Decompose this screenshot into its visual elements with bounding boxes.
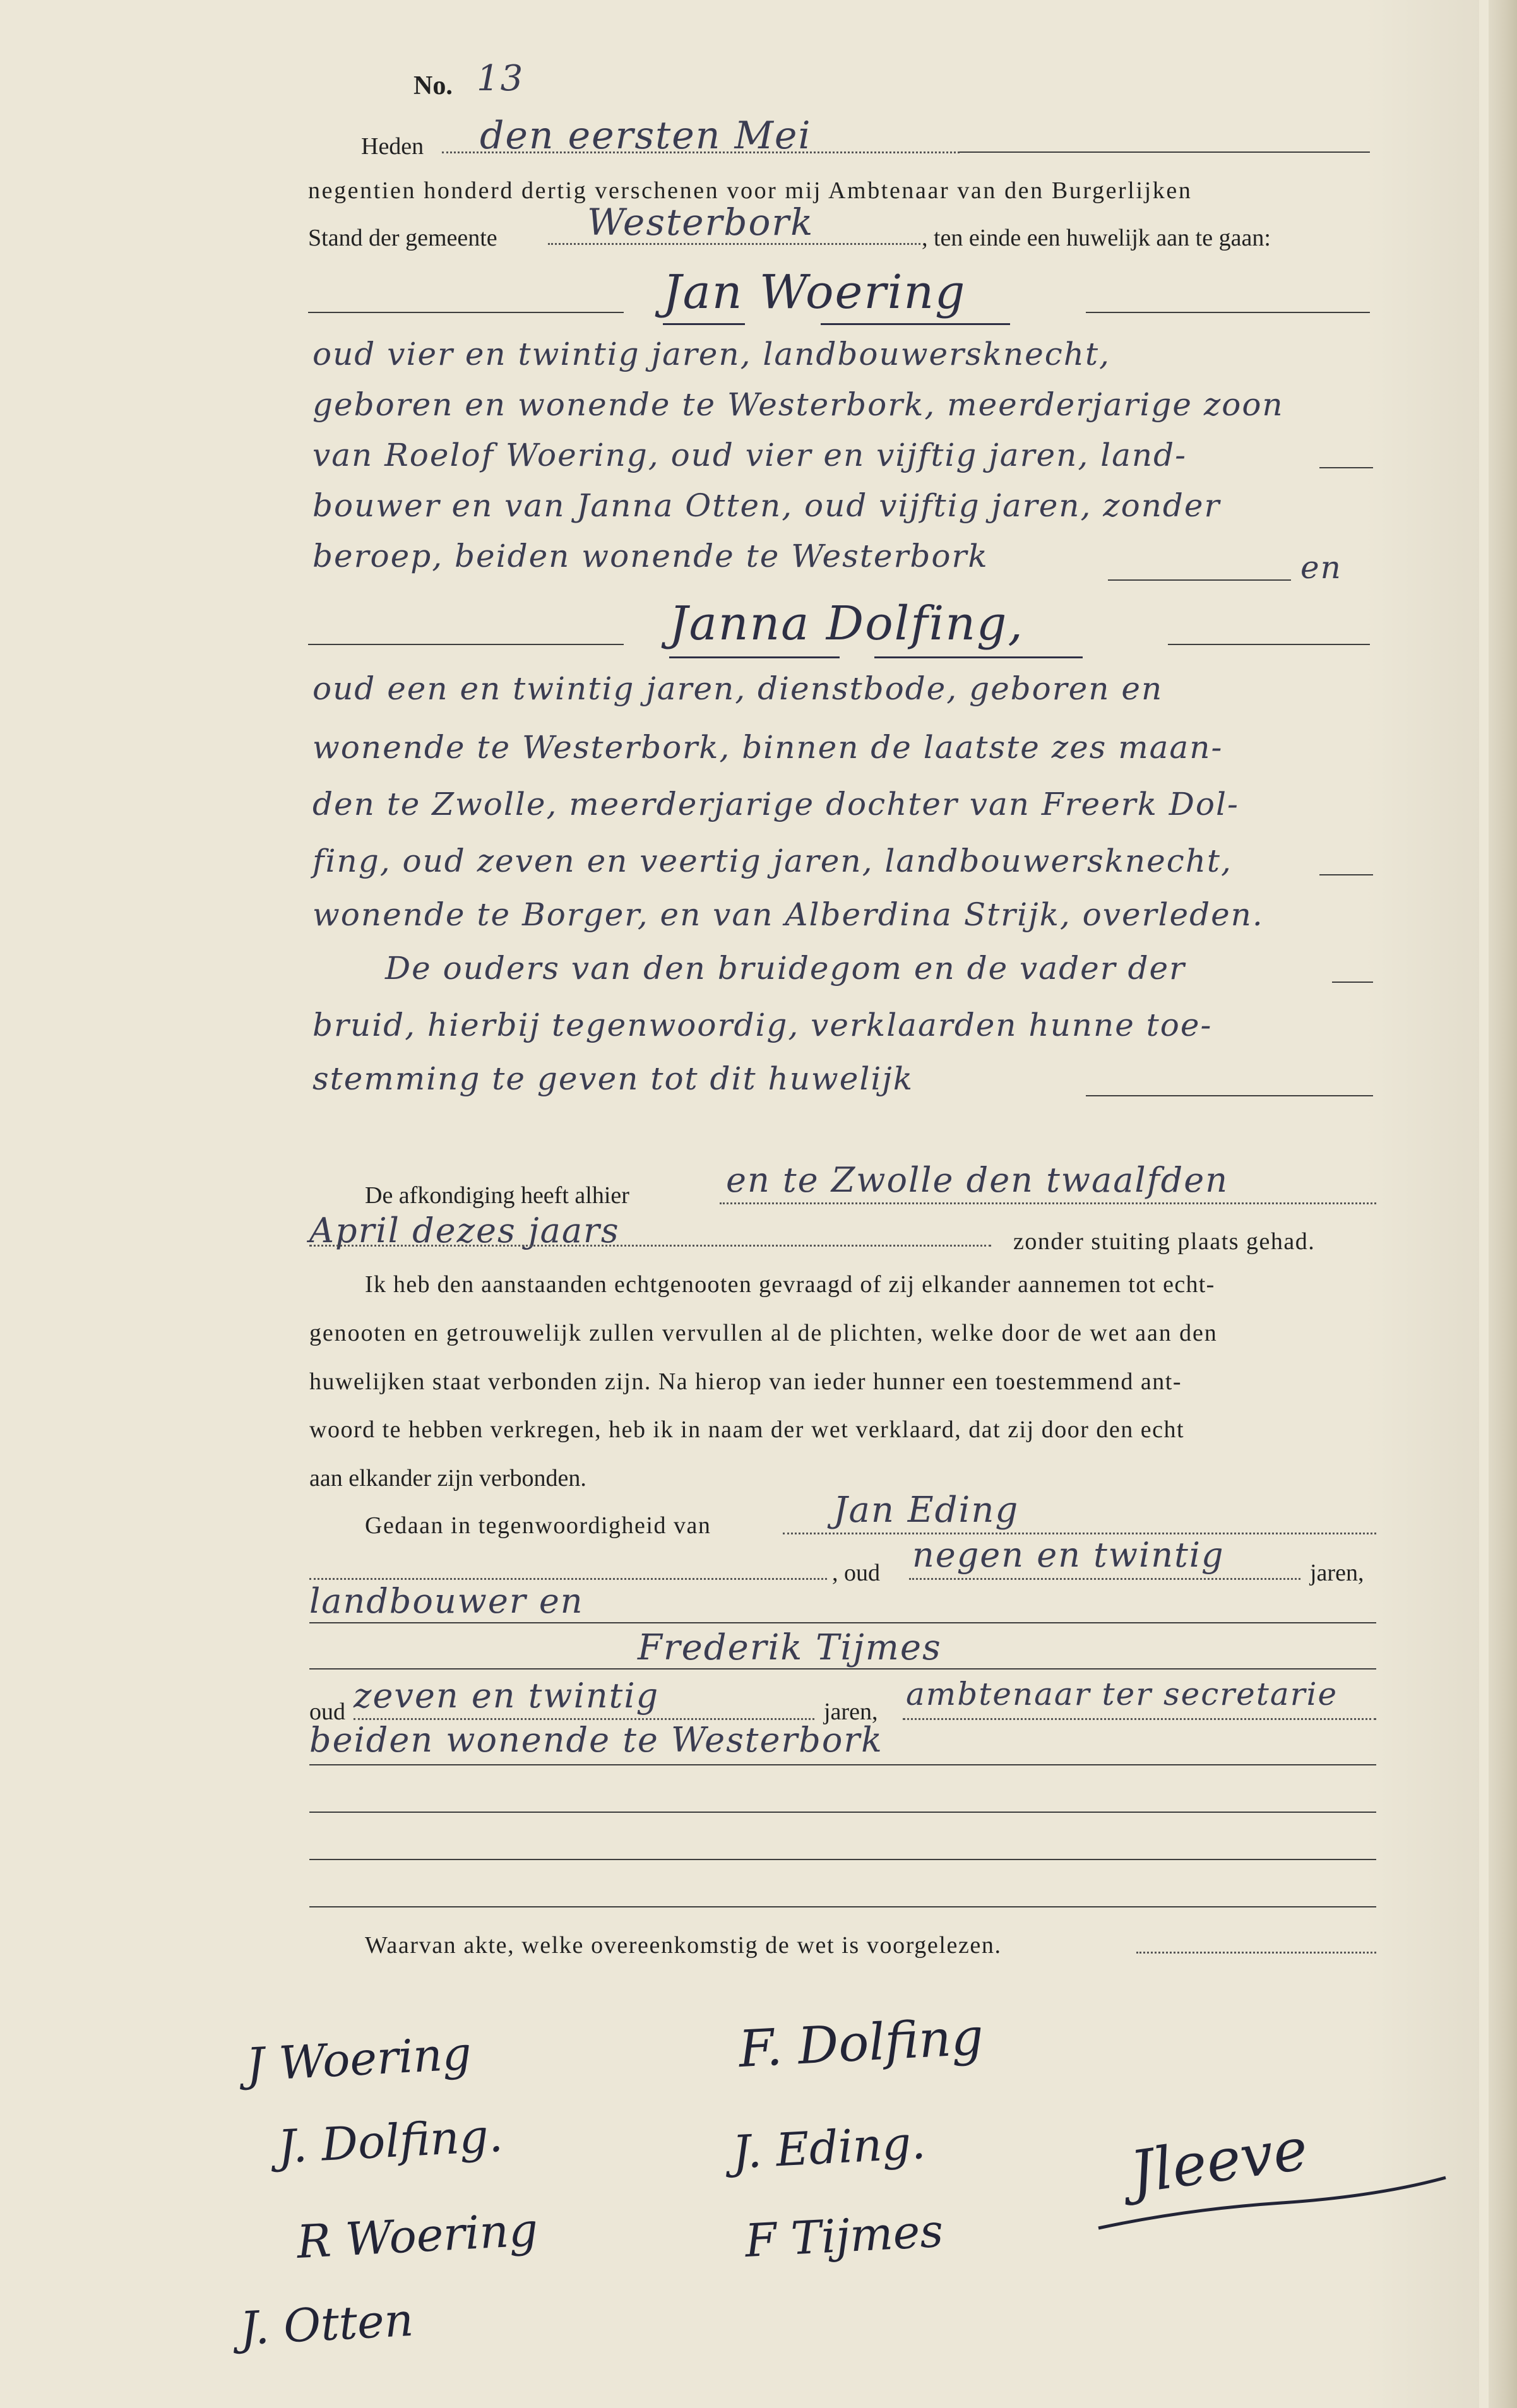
page-edge xyxy=(1489,0,1517,2408)
bride-line-4: fing, oud zeven en veertig jaren, landbouwersknecht, xyxy=(312,843,1232,879)
bride-line-5: wonende te Borger, en van Alberdina Strijk, overleden. xyxy=(312,896,1264,933)
afkondiging-date: April dezes jaars xyxy=(309,1211,620,1250)
blank-line-1 xyxy=(309,1812,1376,1813)
witness-2-age: zeven en twintig xyxy=(354,1676,660,1716)
signature-official: Jleeve xyxy=(1126,2114,1312,2207)
witness-1-blank-line xyxy=(309,1578,827,1580)
groom-underline-2 xyxy=(821,323,1010,325)
closing-line xyxy=(1136,1952,1376,1954)
bride-line-4-fill xyxy=(1319,874,1373,875)
witness-1-oud: , oud xyxy=(832,1560,880,1586)
declaration-line-3: huwelijken staat verbonden zijn. Na hierop van ieder hunner een toestemmend ant- xyxy=(309,1368,1182,1395)
blank-line-3 xyxy=(309,1906,1376,1907)
groom-underline-1 xyxy=(663,323,745,325)
declaration-line-4: woord te hebben verkregen, heb ik in naam der wet verklaard, dat zij door den echt xyxy=(309,1416,1184,1443)
groom-line-3: van Roelof Woering, oud vier en vijftig jaren, land- xyxy=(312,437,1187,473)
marriage-date: den eersten Mei xyxy=(480,114,812,158)
bride-line-2: wonende te Westerbork, binnen de laatste zes maan- xyxy=(312,729,1223,766)
witness-1-jaren: jaren, xyxy=(1310,1560,1364,1586)
blank-line-2 xyxy=(309,1859,1376,1860)
witness-1-occupation-line xyxy=(309,1622,1376,1623)
bride-name: Janna Dolfing, xyxy=(669,596,1024,651)
witness-residence: beiden wonende te Westerbork xyxy=(309,1720,883,1760)
groom-right-line xyxy=(1086,312,1370,313)
stand-suffix: , ten einde een huwelijk aan te gaan: xyxy=(922,225,1271,251)
signature-witness-2: F Tijmes xyxy=(744,2203,945,2268)
stand-label: Stand der gemeente xyxy=(308,225,497,251)
groom-conjunction: en xyxy=(1300,549,1342,586)
groom-left-line xyxy=(308,312,624,313)
signature-groom: J Woering xyxy=(245,2026,473,2092)
residence-line xyxy=(309,1764,1376,1765)
signature-official-flourish xyxy=(1092,2165,1471,2241)
signature-bride-father: F. Dolfing xyxy=(737,2007,985,2079)
groom-line-2: geboren en wonende te Westerbork, meerderjarige zoon xyxy=(312,386,1284,423)
witness-2-line xyxy=(309,1668,1376,1670)
declaration-line-2: genooten en getrouwelijk zullen vervullen al de plichten, welke door de wet aan den xyxy=(309,1320,1218,1346)
bride-line-3: den te Zwolle, meerderjarige dochter van Freerk Dol- xyxy=(312,786,1239,822)
intro-line-2: negentien honderd dertig verschenen voor mij Ambtenaar van den Burgerlijken xyxy=(308,177,1193,204)
witness-2-occupation-line xyxy=(903,1718,1376,1720)
witness-label: Gedaan in tegenwoordigheid van xyxy=(365,1512,711,1539)
number-label: No. xyxy=(413,71,453,100)
afkondiging-line-1 xyxy=(720,1202,1376,1204)
afkondiging-place: en te Zwolle den twaalfden xyxy=(726,1160,1228,1200)
witness-1-line xyxy=(783,1533,1376,1534)
bride-line-7: bruid, hierbij tegenwoordig, verklaarden hunne toe- xyxy=(312,1007,1213,1043)
witness-1-age: negen en twintig xyxy=(912,1535,1225,1575)
groom-line-5-fill xyxy=(1108,579,1291,581)
witness-2-oud: oud xyxy=(309,1699,345,1725)
afkondiging-suffix: zonder stuiting plaats gehad. xyxy=(1013,1228,1316,1255)
witness-2-occupation: ambtenaar ter secretarie xyxy=(906,1676,1338,1712)
closing-text: Waarvan akte, welke overeenkomstig de wet is voorgelezen. xyxy=(365,1932,1002,1959)
groom-name: Jan Woering xyxy=(663,265,967,319)
witness-1-name: Jan Eding xyxy=(833,1490,1020,1531)
declaration-line-1: Ik heb den aanstaanden echtgenooten gevraagd of zij elkander aannemen tot echt- xyxy=(365,1271,1215,1298)
bride-line-8: stemming te geven tot dit huwelijk xyxy=(312,1060,914,1097)
bride-line-6-fill xyxy=(1332,982,1373,983)
declaration-line-5: aan elkander zijn verbonden. xyxy=(309,1465,586,1492)
heden-label: Heden xyxy=(361,133,424,160)
bride-line-8-fill xyxy=(1086,1095,1373,1096)
bride-line-6: De ouders van den bruidegom en de vader der xyxy=(385,950,1186,987)
afkondiging-label: De afkondiging heeft alhier xyxy=(365,1182,629,1209)
page-bleed xyxy=(1365,0,1479,2408)
groom-line-3-fill xyxy=(1319,467,1373,468)
witness-1-age-line xyxy=(909,1578,1300,1580)
witness-1-occupation: landbouwer en xyxy=(309,1581,584,1621)
bride-right-line xyxy=(1168,644,1370,645)
bride-left-line xyxy=(308,644,624,645)
date-line xyxy=(960,151,1370,153)
signature-bride: J. Dolfing. xyxy=(277,2108,504,2174)
bride-line-1: oud een en twintig jaren, dienstbode, geboren en xyxy=(312,670,1163,707)
record-number: 13 xyxy=(477,58,525,99)
witness-2-name: Frederik Tijmes xyxy=(638,1627,942,1668)
witness-2-jaren: jaren, xyxy=(824,1699,878,1725)
signature-groom-mother: J. Otten xyxy=(238,2292,415,2356)
signature-witness-1: J. Eding. xyxy=(731,2116,927,2179)
signature-groom-father: R Woering xyxy=(295,2203,540,2269)
groom-line-5: beroep, beiden wonende te Westerbork xyxy=(312,538,989,574)
bride-underline-2 xyxy=(874,656,1083,658)
municipality: Westerbork xyxy=(587,201,814,244)
bride-underline-1 xyxy=(669,656,840,658)
afkondiging-line-2 xyxy=(309,1245,991,1247)
groom-line-1: oud vier en twintig jaren, landbouwersknecht, xyxy=(312,336,1110,372)
groom-line-4: bouwer en van Janna Otten, oud vijftig jaren, zonder xyxy=(312,487,1221,524)
